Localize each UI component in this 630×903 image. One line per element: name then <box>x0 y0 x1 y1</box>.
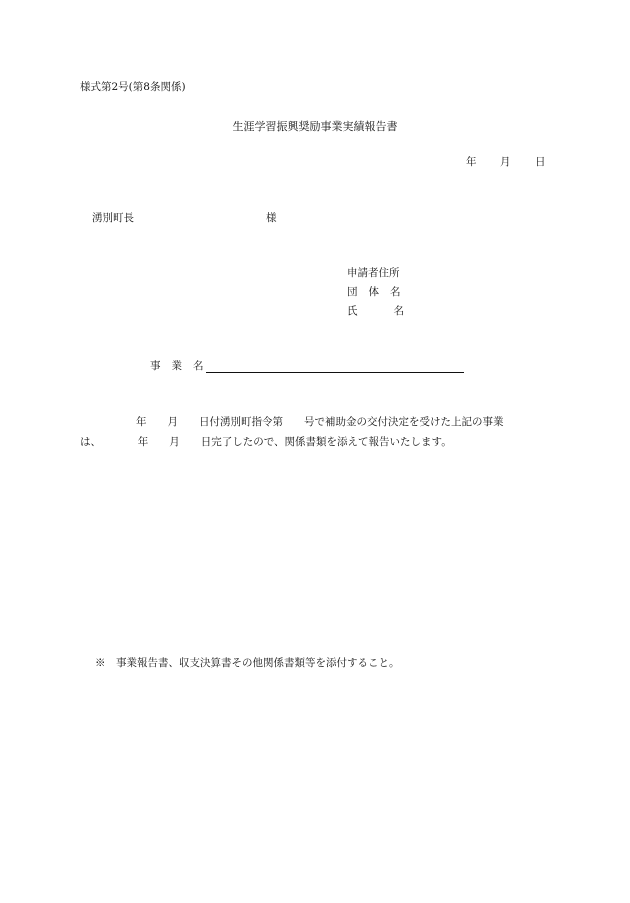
group-label-char: 体 <box>368 286 379 298</box>
project-label-char: 名 <box>193 360 204 372</box>
group-label-char: 団 <box>347 286 358 298</box>
applicant-name-label <box>347 306 404 317</box>
project-label-char: 業 <box>171 360 182 372</box>
applicant-group-label <box>347 287 401 298</box>
applicant-address-label: 申請者住所 <box>347 267 400 279</box>
project-label-char: 事 <box>150 360 161 372</box>
project-name-underline <box>206 372 464 373</box>
document-title: 生涯学習振興奨励事業実績報告書 <box>232 120 398 133</box>
honorific: 様 <box>266 212 277 224</box>
body-text-line-2: は、 年 月 日完了したので、関係書類を添えて報告いたします。 <box>80 436 452 448</box>
project-name-label <box>150 361 204 372</box>
attachment-note: ※ 事業報告書、収支決算書その他関係書類等を添付すること。 <box>95 657 400 669</box>
form-number: 様式第2号(第8条関係) <box>80 81 186 93</box>
name-label-char: 氏 <box>347 305 358 317</box>
name-label-char: 名 <box>393 305 404 317</box>
addressee: 湧別町長 <box>92 212 134 224</box>
group-label-char: 名 <box>390 286 401 298</box>
date-month-label: 月 <box>500 156 511 168</box>
body-text-line-1: 年 月 日付湧別町指令第 号で補助金の交付決定を受けた上記の事業 <box>136 416 504 428</box>
date-day-label: 日 <box>535 156 546 168</box>
date-year-label: 年 <box>466 156 477 168</box>
